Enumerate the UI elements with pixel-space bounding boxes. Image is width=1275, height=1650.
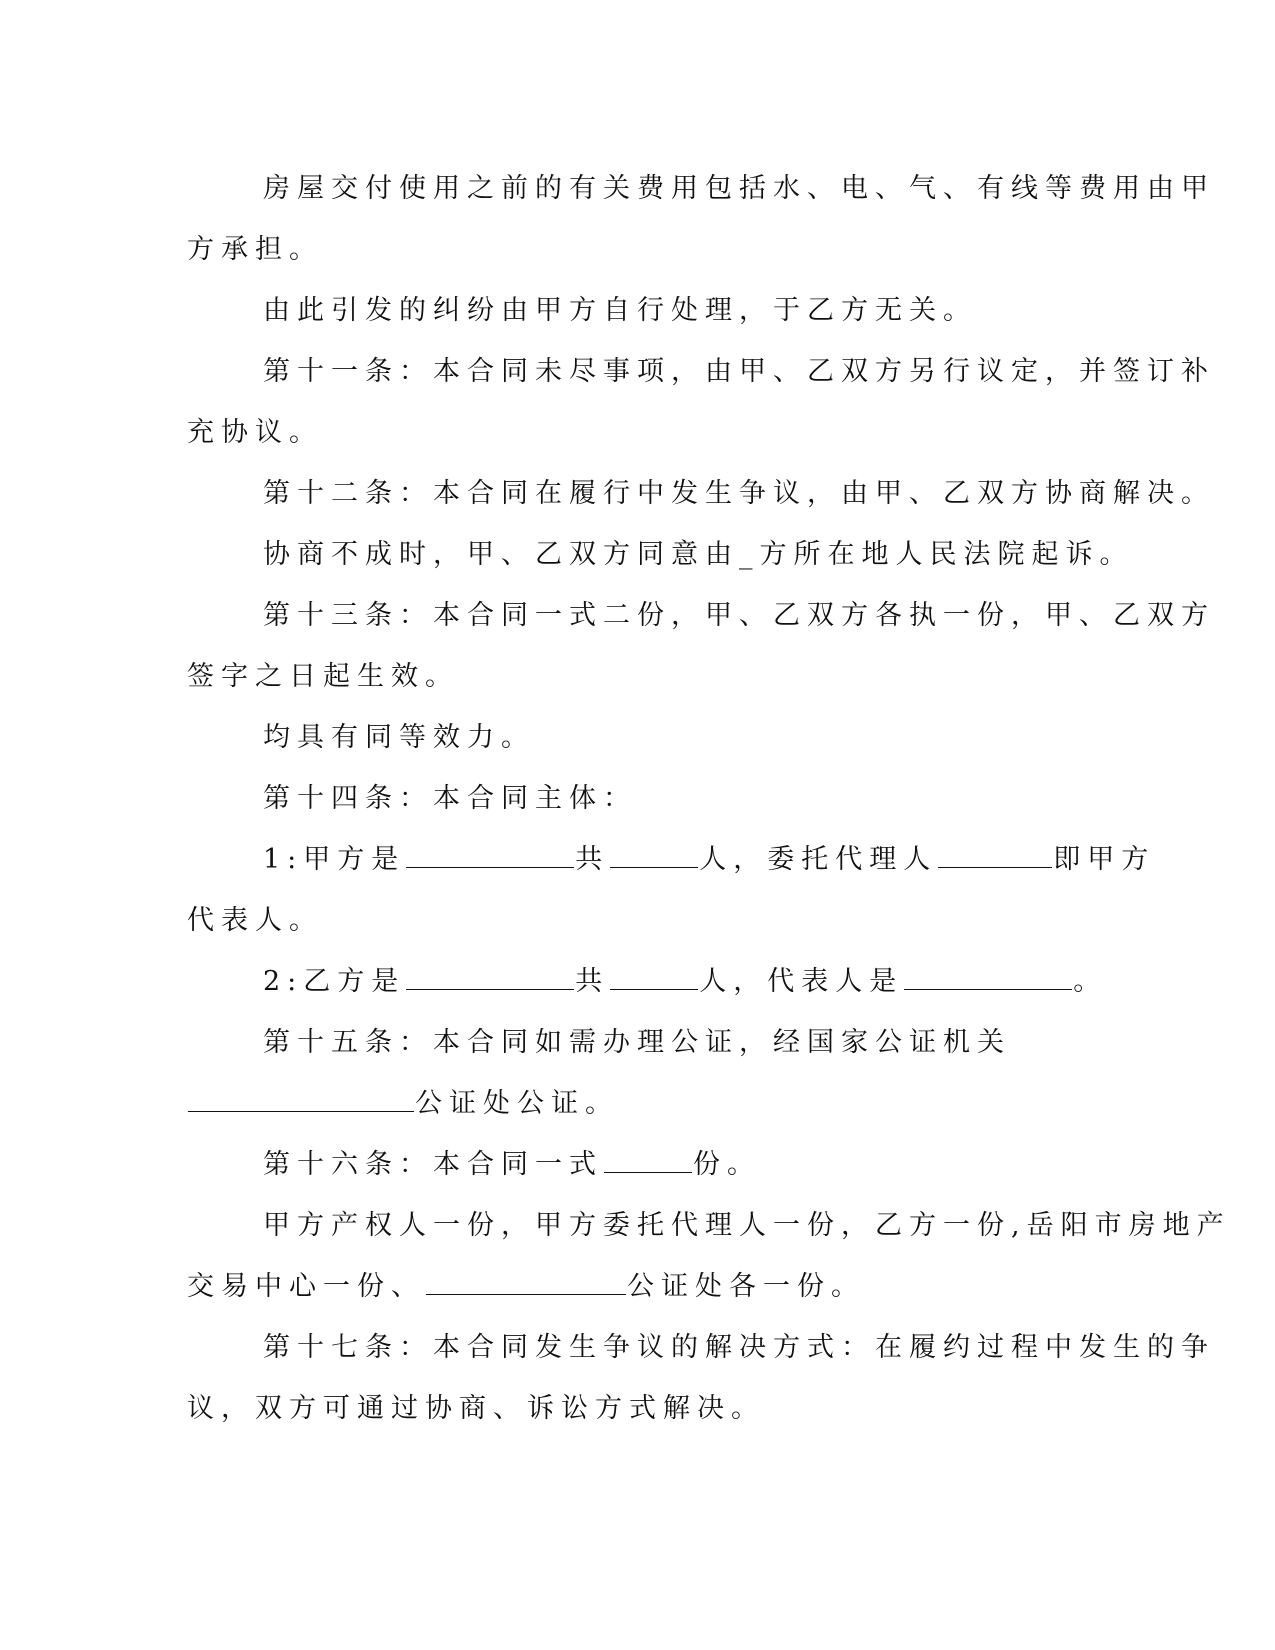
- party-a-name-blank[interactable]: [406, 843, 574, 868]
- article-16-line: [187, 1134, 1087, 1195]
- copies-label: 第十六条：本合同一式: [263, 1149, 603, 1180]
- party-b-rep-label: 人，代表人是: [699, 966, 904, 997]
- party-b-tail: 。: [1073, 966, 1108, 997]
- article-14-line: 第十四条：本合同主体：: [263, 783, 637, 814]
- party-a-agent-blank[interactable]: [938, 843, 1052, 868]
- article-15-line: 第十五条：本合同如需办理公证，经国家公证机关: [263, 1027, 1011, 1058]
- notary-line: [187, 1073, 1087, 1134]
- paragraph-line: 甲方产权人一份，甲方委托代理人一份，乙方一份,岳阳市房地产: [263, 1210, 1231, 1241]
- party-a-label: 1:甲方是: [263, 844, 406, 875]
- article-17-line: 第十七条：本合同发生争议的解决方式：在履约过程中发生的争: [263, 1332, 1215, 1363]
- notary-office-blank[interactable]: [188, 1087, 414, 1112]
- paragraph-line: 方承担。: [187, 234, 323, 265]
- article-12-line: 第十二条：本合同在履行中发生争议，由甲、乙双方协商解决。: [263, 478, 1215, 509]
- party-b-count-blank[interactable]: [610, 965, 698, 990]
- paragraph-line: 签字之日起生效。: [187, 661, 459, 692]
- party-b-rep-blank[interactable]: [904, 965, 1072, 990]
- party-a-line: [187, 829, 1156, 890]
- copies-count-blank[interactable]: [604, 1148, 692, 1173]
- distribution-line: [187, 1256, 1087, 1317]
- copies-tail: 份。: [693, 1149, 761, 1180]
- party-a-count-label: 共: [575, 844, 610, 875]
- notary-tail: 公证处公证。: [415, 1088, 619, 1119]
- party-a-agent-label: 人，委托代理人: [699, 844, 938, 875]
- paragraph-line: 房屋交付使用之前的有关费用包括水、电、气、有线等费用由甲: [263, 173, 1215, 204]
- distribution-label: 交易中心一份、: [187, 1271, 425, 1302]
- notary-office-blank-2[interactable]: [426, 1270, 626, 1295]
- paragraph-line: 由此引发的纠纷由甲方自行处理，于乙方无关。: [263, 295, 977, 326]
- party-b-label: 2:乙方是: [263, 966, 406, 997]
- party-a-tail: 即甲方: [1053, 844, 1156, 875]
- party-b-count-label: 共: [575, 966, 610, 997]
- party-a-count-blank[interactable]: [610, 843, 698, 868]
- paragraph-line: 议，双方可通过协商、诉讼方式解决。: [187, 1393, 765, 1424]
- contract-body: [187, 158, 1231, 1439]
- paragraph-line: 均具有同等效力。: [263, 722, 535, 753]
- party-b-name-blank[interactable]: [406, 965, 574, 990]
- paragraph-line: 协商不成时，甲、乙双方同意由_方所在地人民法院起诉。: [263, 539, 1134, 570]
- paragraph-line: 充协议。: [187, 417, 323, 448]
- article-11-line: 第十一条：本合同未尽事项，由甲、乙双方另行议定，并签订补: [263, 356, 1215, 387]
- article-13-line: 第十三条：本合同一式二份，甲、乙双方各执一份，甲、乙双方: [263, 600, 1215, 631]
- party-b-line: [187, 951, 1108, 1012]
- paragraph-line: 代表人。: [187, 905, 323, 936]
- distribution-tail: 公证处各一份。: [627, 1271, 865, 1302]
